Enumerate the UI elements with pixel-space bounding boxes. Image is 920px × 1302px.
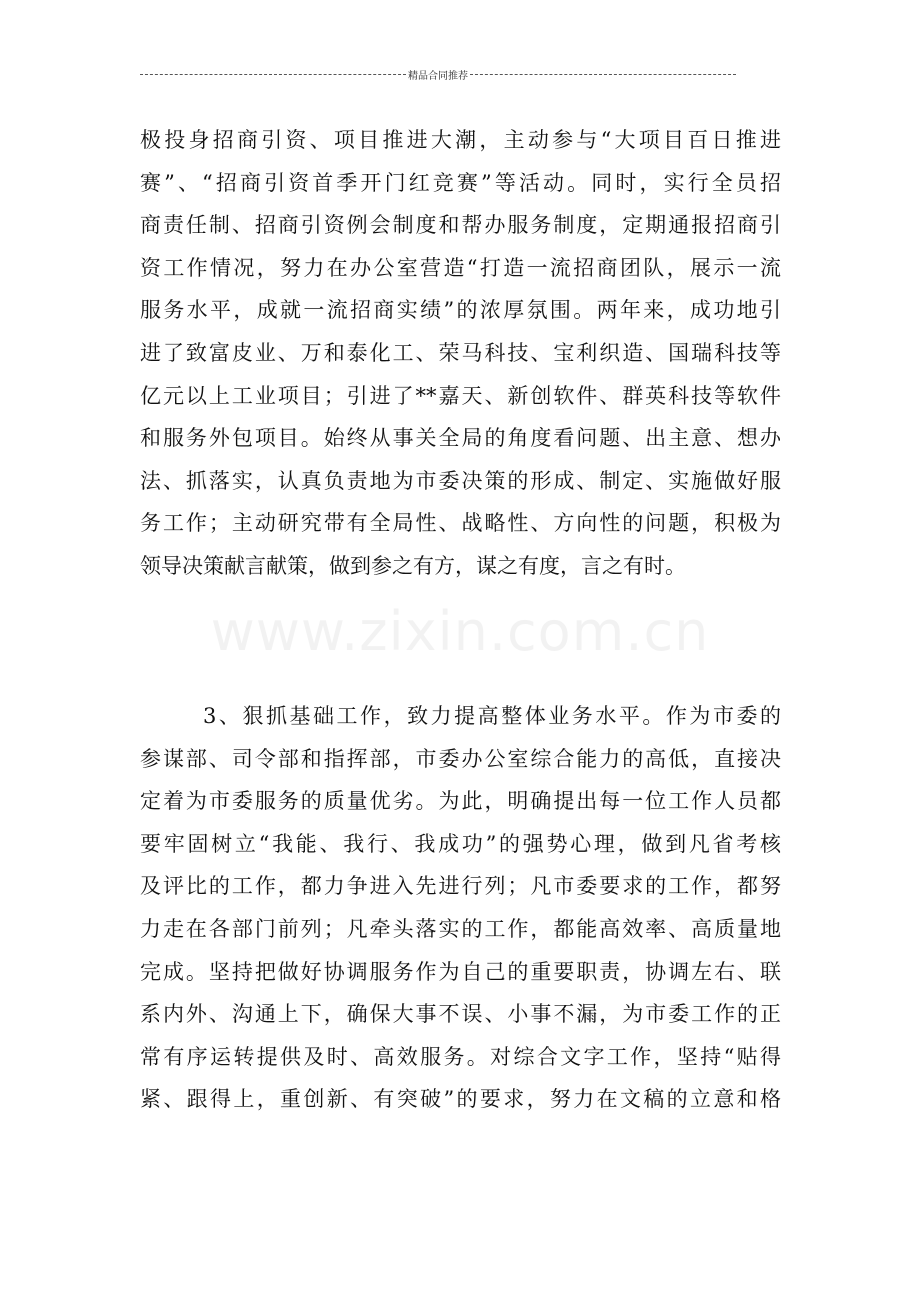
paragraph-1 (140, 119, 781, 588)
paragraph-2 (140, 695, 781, 1121)
header-rule-right (470, 74, 736, 75)
text-line: 商责任制、招商引资例会制度和帮办服务制度，定期通报招商引 (140, 213, 781, 238)
text-line: 定着为市委服务的质量优劣。为此，明确提出每一位工作人员都 (140, 789, 781, 814)
text-line: 务工作；主动研究带有全局性、战略性、方向性的问题，积极为 (140, 511, 781, 536)
text-line: 进了致富皮业、万和泰化工、荣马科技、宝利织造、国瑞科技等 (140, 340, 781, 365)
text-line: 领导决策献言献策，做到参之有方，谋之有度，言之有时。 (140, 553, 686, 578)
text-line: 要牢固树立“我能、我行、我成功”的强势心理，做到凡省考核 (140, 831, 781, 856)
text-line: 及评比的工作，都力争进入先进行列；凡市委要求的工作，都努 (140, 874, 781, 899)
text-line: 和服务外包项目。始终从事关全局的角度看问题、出主意、想办 (140, 426, 781, 451)
watermark: www.zixin.com.cn (210, 600, 710, 663)
text-line: 3、狠抓基础工作，致力提高整体业务水平。作为市委的 (203, 704, 781, 728)
page-header (140, 66, 736, 82)
text-line: 服务水平，成就一流招商实绩”的浓厚氛围。两年来，成功地引 (140, 298, 781, 323)
header-rule-left (140, 74, 406, 75)
text-line: 亿元以上工业项目；引进了**嘉天、新创软件、群英科技等软件 (140, 383, 781, 408)
text-line: 系内外、沟通上下，确保大事不误、小事不漏，为市委工作的正 (140, 1002, 781, 1027)
text-line: 法、抓落实，认真负责地为市委决策的形成、制定、实施做好服 (140, 468, 781, 493)
text-line: 常有序运转提供及时、高效服务。对综合文字工作，坚持“贴得 (140, 1044, 781, 1069)
header-title: 精品合同推荐 (408, 70, 468, 82)
text-line: 紧、跟得上，重创新、有突破”的要求，努力在文稿的立意和格 (140, 1087, 781, 1112)
text-line: 极投身招商引资、项目推进大潮，主动参与“大项目百日推进 (140, 128, 781, 152)
text-line: 参谋部、司令部和指挥部，市委办公室综合能力的高低，直接决 (140, 746, 781, 771)
text-line: 资工作情况，努力在办公室营造“打造一流招商团队，展示一流 (140, 255, 781, 280)
text-line: 赛”、“招商引资首季开门红竞赛”等活动。同时，实行全员招 (140, 170, 781, 195)
text-line: 力走在各部门前列；凡牵头落实的工作，都能高效率、高质量地 (140, 916, 781, 941)
text-line: 完成。坚持把做好协调服务作为自己的重要职责，协调左右、联 (140, 959, 781, 984)
